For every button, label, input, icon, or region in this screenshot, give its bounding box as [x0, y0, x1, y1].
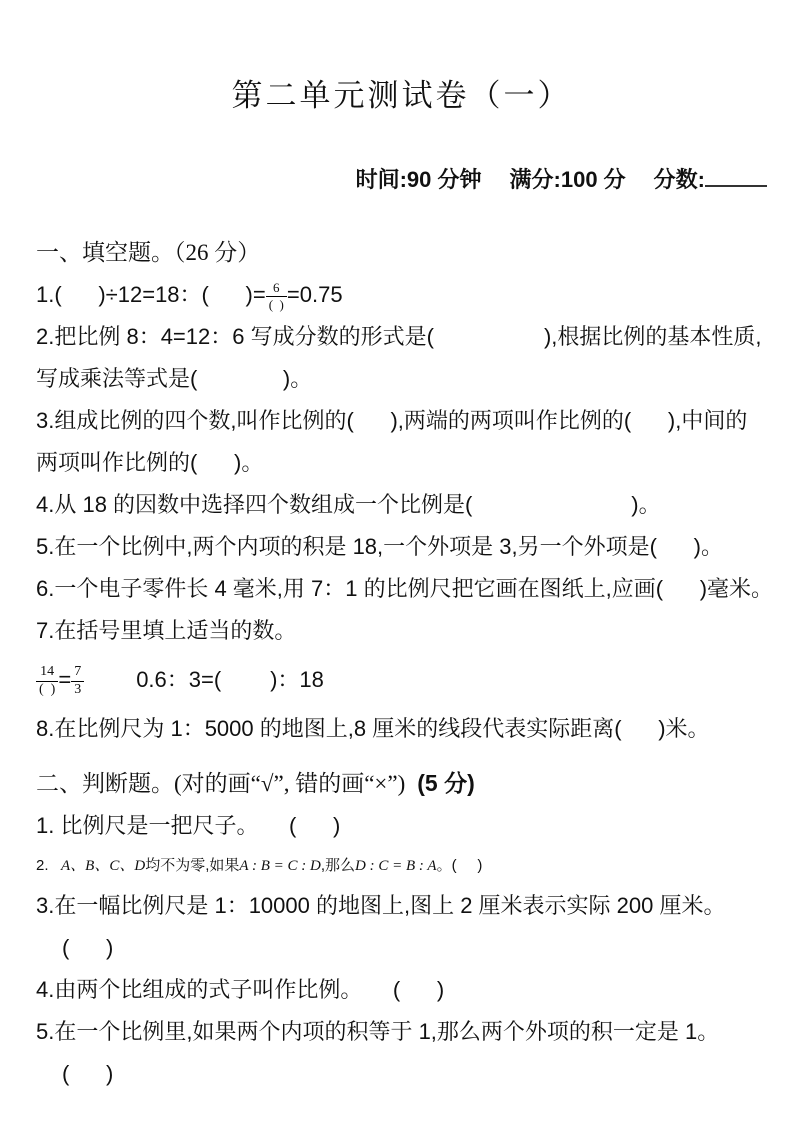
section2-header	[36, 762, 767, 805]
fraction-numerator: 14	[36, 664, 58, 682]
judge-question-5-line1: 5.在一个比例里,如果两个内项的积等于 1,那么两个外项的积一定是 1。	[36, 1019, 720, 1044]
fill-question-4: 4.从 18 的因数中选择四个数组成一个比例是( )。	[36, 492, 661, 517]
fill-question-1	[36, 274, 767, 316]
fraction	[266, 280, 287, 312]
fill-question-2-line1: 2.把比例 8：4=12：6 写成分数的形式是( ),根据比例的基本性质,	[36, 324, 762, 349]
fraction	[71, 664, 84, 699]
fraction	[36, 664, 58, 699]
equals-sign: =	[58, 667, 72, 692]
page-title: 第二单元测试卷（一）	[231, 78, 572, 113]
fill-question-5: 5.在一个比例中,两个内项的积是 18,一个外项是 3,另一个外项是( )。	[36, 534, 723, 559]
score-blank-line	[705, 169, 767, 187]
judge-question-5-answer-paren: ( )	[62, 1061, 114, 1086]
fill-question-3-line1: 3.组成比例的四个数,叫作比例的( ),两端的两项叫作比例的( ),中间的	[36, 408, 748, 433]
judge-question-2-text2: ,那么	[320, 857, 356, 874]
judge-question-2-text1: 均不为零,如果	[145, 857, 240, 874]
fraction-numerator: 6	[266, 280, 287, 297]
exam-full-score: 满分:100 分	[509, 167, 626, 192]
judge-question-2-answer-paren: 。( )	[436, 857, 483, 874]
section2-header-text: 二、判断题。(对的画“√”, 错的画“×”)	[36, 771, 406, 796]
fill-question-8: 8.在比例尺为 1：5000 的地图上,8 厘米的线段代表实际距离( )米。	[36, 716, 710, 741]
fill-question-1-pre: 1.( )÷12=18：( )=	[36, 282, 266, 307]
judge-question-1: 1. 比例尺是一把尺子。 ( )	[36, 813, 341, 838]
fraction-denominator: ( )	[268, 296, 284, 312]
judge-question-4: 4.由两个比组成的式子叫作比例。 ( )	[36, 977, 445, 1002]
fraction-denominator: 3	[74, 681, 82, 697]
fraction-denominator: ( )	[39, 681, 56, 697]
fill-question-3-line2: 两项叫作比例的( )。	[36, 450, 264, 475]
fill-question-1-post: =0.75	[286, 282, 343, 307]
judge-question-3-line1: 3.在一幅比例尺是 1：10000 的地图上,图上 2 厘米表示实际 200 厘米。	[36, 893, 726, 918]
fill-question-7-label: 7.在括号里填上适当的数。	[36, 618, 297, 643]
judge-question-2-ratio1: A : B = C : D	[239, 858, 321, 874]
judge-question-3-answer-paren: ( )	[62, 935, 114, 960]
fraction-numerator: 7	[71, 664, 84, 682]
fill-question-7-expression: 0.6：3=( )：18	[136, 667, 324, 692]
section1-header: 一、填空题。（26 分）	[36, 240, 261, 265]
exam-info-line	[36, 137, 767, 220]
judge-question-2-ratio2: D : C = B : A	[355, 858, 437, 874]
judge-question-2	[36, 847, 767, 885]
fill-question-6: 6.一个电子零件长 4 毫米,用 7：1 的比例尺把它画在图纸上,应画( )毫米。	[36, 576, 774, 601]
fill-question-2-line2: 写成乘法等式是( )。	[36, 366, 313, 391]
exam-time: 时间:90 分钟	[355, 167, 482, 192]
section2-header-score: (5 分)	[417, 770, 475, 796]
score-label: 分数:	[653, 167, 705, 192]
fill-question-7-math	[36, 652, 767, 708]
judge-question-2-number: 2.	[36, 857, 62, 874]
judge-question-2-variables: A、B、C、D	[61, 858, 146, 874]
